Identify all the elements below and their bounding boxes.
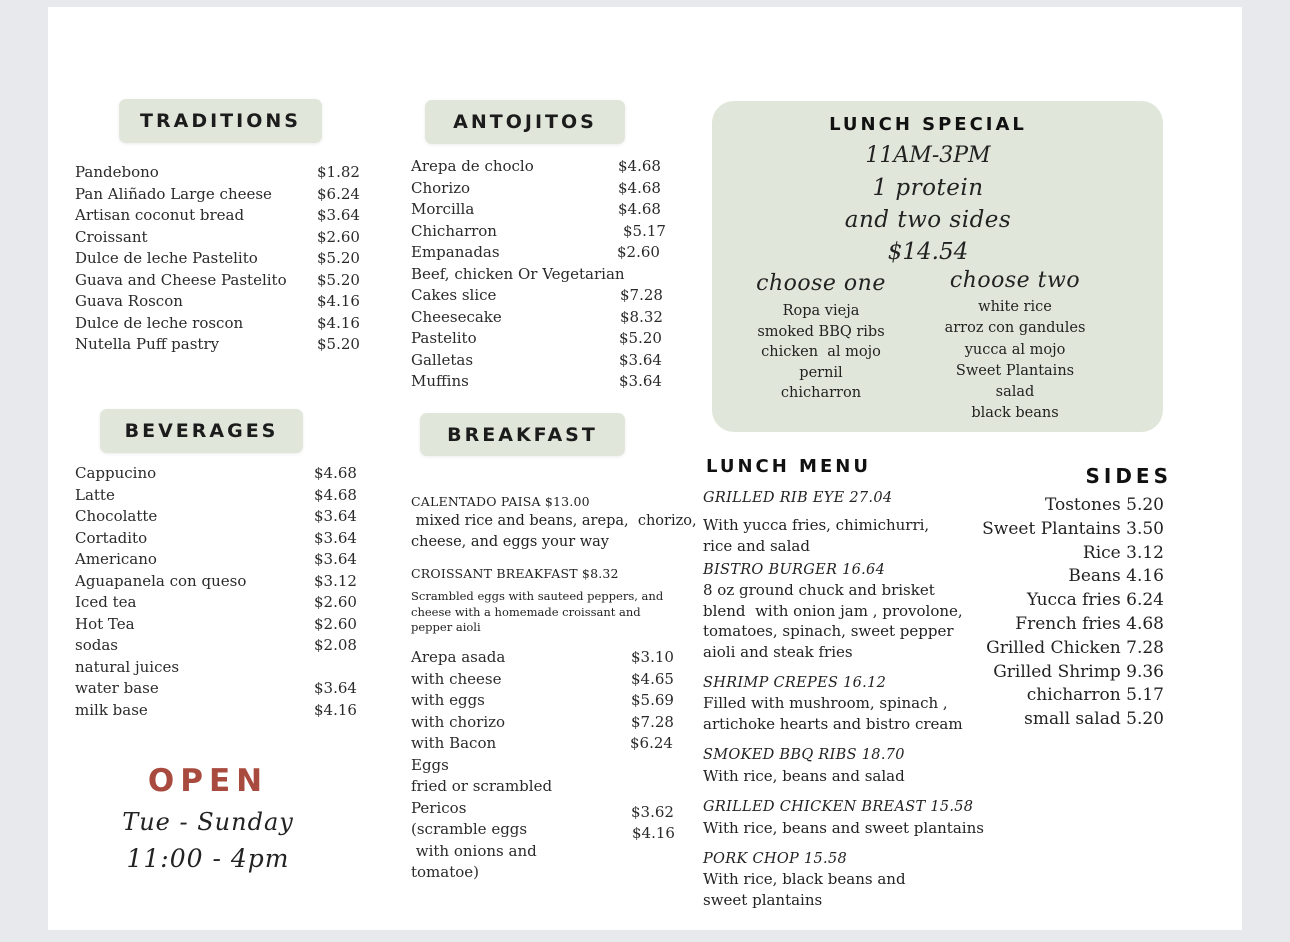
desc-line: 8 oz ground chuck and brisket — [703, 581, 935, 599]
desc-line: rice and salad — [703, 536, 810, 555]
list-item: Latte $4.68 — [75, 485, 357, 504]
desc-line: blend with onion jam , provolone, — [703, 601, 963, 620]
list-item: Guava and Cheese Pastelito $5.20 — [75, 270, 360, 289]
list-item: small salad 5.20 — [1024, 709, 1164, 730]
choose-one-list — [742, 301, 900, 404]
lunch-item-desc — [703, 515, 929, 556]
croissant-desc: Scrambled eggs with sauteed peppers, and cheese with a homemade croissant and pepper aioli — [411, 589, 664, 634]
list-item: Croissant $2.60 — [75, 227, 360, 246]
desc-line: tomatoes, spinach, sweet pepper — [703, 622, 954, 640]
list-item: Muffins $3.64 — [411, 372, 662, 390]
lunch-item-title: SHRIMP CREPES 16.12 — [703, 675, 887, 691]
list-item: Eggs — [411, 755, 449, 774]
lunch-item-desc — [703, 818, 984, 839]
lunch-special-line2: and two sides — [844, 207, 1012, 233]
beverages-list — [75, 463, 365, 721]
list-item: Cappucino $4.68 — [75, 464, 357, 482]
open-heading: OPEN — [147, 763, 269, 799]
calentado-title: CALENTADO PAISA $13.00 — [411, 494, 590, 509]
choose-two-title: choose two — [949, 268, 1081, 293]
list-item: chicken al mojo — [761, 344, 881, 361]
list-item: arroz con gandules — [944, 320, 1086, 337]
list-item: Pandebono $1.82 — [75, 163, 360, 181]
list-item: Dulce de leche roscon $4.16 — [75, 313, 360, 332]
desc-line: sweet plantains — [703, 890, 823, 909]
lunch-item-title: GRILLED CHICKEN BREAST 15.58 — [703, 799, 974, 815]
list-item: with chorizo $7.28 — [411, 712, 674, 731]
lunch-item-desc — [703, 869, 906, 910]
list-item: Cortadito $3.64 — [75, 528, 357, 547]
list-item: tomatoe) — [411, 863, 480, 881]
list-item: Cakes slice $7.28 — [411, 286, 663, 304]
list-item: chicharron — [780, 385, 862, 402]
list-item: smoked BBQ ribs — [757, 323, 885, 340]
lunch-special-title: LUNCH SPECIAL — [829, 114, 1027, 135]
list-item: black beans — [971, 405, 1059, 422]
list-item: salad — [995, 384, 1035, 401]
desc-line: With rice, black beans and — [703, 870, 906, 888]
list-item: yucca al mojo — [964, 341, 1066, 358]
list-item: with cheese $4.65 — [411, 669, 674, 688]
choose-two-list — [935, 297, 1095, 425]
beverages-heading: BEVERAGES — [100, 409, 303, 453]
list-item: Chocolatte $3.64 — [75, 507, 357, 525]
list-item: Pan Aliñado Large cheese $6.24 — [75, 184, 360, 203]
list-item: Empanadas $2.60 — [411, 243, 660, 261]
list-item: white rice — [978, 299, 1052, 315]
list-item: with onions and — [411, 841, 537, 860]
breakfast-heading: BREAKFAST — [420, 413, 625, 456]
list-item: Guava Roscon $4.16 — [75, 292, 360, 310]
desc-line: With rice, beans and salad — [703, 767, 905, 785]
traditions-list — [75, 162, 365, 356]
choose-one-title: choose one — [756, 271, 886, 296]
list-item: with Bacon $6.24 — [411, 734, 673, 752]
list-item: Beans 4.16 — [1068, 566, 1164, 587]
list-item: Sweet Plantains 3.50 — [982, 518, 1164, 539]
list-item: fried or scrambled — [411, 777, 553, 795]
list-item: sodas $2.08 — [75, 636, 357, 654]
list-item: (scramble eggs $4.16 — [411, 820, 675, 842]
list-item: Pericos $3.62 — [411, 798, 674, 821]
desc-line: artichoke hearts and bistro cream — [703, 714, 963, 733]
list-item: Arepa de choclo $4.68 — [411, 157, 661, 175]
croissant-title: CROISSANT BREAKFAST $8.32 — [411, 566, 619, 581]
list-item: Artisan coconut bread $3.64 — [75, 206, 360, 224]
list-item: chicharron 5.17 — [1026, 685, 1164, 706]
antojitos-list — [411, 156, 671, 393]
lunch-item-title: GRILLED RIB EYE 27.04 — [703, 490, 893, 506]
list-item: Tostones 5.20 — [1044, 495, 1164, 515]
lunch-item-title: SMOKED BBQ RIBS 18.70 — [703, 747, 905, 763]
sides-list — [960, 494, 1164, 732]
sides-title: SIDES — [1085, 464, 1172, 488]
list-item: French fries 4.68 — [1015, 613, 1164, 634]
list-item: water base $3.64 — [75, 679, 357, 697]
list-item: Nutella Puff pastry $5.20 — [75, 335, 360, 353]
list-item: Aguapanela con queso $3.12 — [75, 571, 357, 590]
list-item: Beef, chicken Or Vegetarian — [411, 264, 625, 283]
list-item: Morcilla $4.68 — [411, 200, 661, 218]
lunch-special-price: $14.54 — [887, 239, 969, 265]
list-item: Ropa vieja — [782, 303, 860, 319]
list-item: Dulce de leche Pastelito $5.20 — [75, 249, 360, 267]
breakfast-list — [411, 647, 681, 884]
list-item: Grilled Chicken 7.28 — [986, 637, 1164, 658]
list-item: milk base $4.16 — [75, 700, 357, 719]
lunch-item-title: PORK CHOP 15.58 — [703, 851, 848, 867]
desc-line: With yucca fries, chimichurri, — [703, 516, 930, 534]
lunch-menu-title: LUNCH MENU — [706, 456, 871, 477]
list-item: Galletas $3.64 — [411, 350, 662, 369]
open-time: 11:00 - 4pm — [126, 844, 290, 873]
list-item: Americano $3.64 — [75, 550, 357, 568]
lunch-special-hours: 11AM-3PM — [865, 143, 991, 168]
lunch-item-desc — [703, 693, 963, 734]
list-item: Cheesecake $8.32 — [411, 307, 663, 326]
lunch-item-desc — [703, 766, 905, 787]
list-item: pernil — [799, 364, 843, 381]
desc-line: Filled with mushroom, spinach , — [703, 694, 948, 712]
list-item: natural juices — [75, 657, 180, 676]
list-item: with eggs $5.69 — [411, 691, 674, 709]
list-item: Pastelito $5.20 — [411, 329, 662, 347]
list-item: Sweet Plantains — [955, 362, 1075, 379]
calentado-desc-1: mixed rice and beans, arepa, chorizo, — [411, 513, 697, 529]
calentado-desc-2: cheese, and eggs your way — [411, 534, 609, 550]
list-item: Arepa asada $3.10 — [411, 648, 674, 666]
desc-line: aioli and steak fries — [703, 642, 853, 661]
list-item: Yucca fries 6.24 — [1026, 590, 1164, 611]
list-item: Chicharron $5.17 — [411, 221, 666, 240]
lunch-item-desc — [703, 580, 963, 662]
list-item: Grilled Shrimp 9.36 — [993, 661, 1164, 682]
desc-line: With rice, beans and sweet plantains — [703, 819, 984, 837]
list-item: Rice 3.12 — [1082, 542, 1164, 563]
list-item: Chorizo $4.68 — [411, 178, 661, 197]
open-days: Tue - Sunday — [122, 808, 294, 836]
list-item: Iced tea $2.60 — [75, 593, 357, 611]
traditions-heading: TRADITIONS — [119, 99, 322, 143]
lunch-item-title: BISTRO BURGER 16.64 — [703, 562, 886, 578]
lunch-special-line1: 1 protein — [872, 175, 984, 201]
list-item: Hot Tea $2.60 — [75, 614, 357, 633]
antojitos-heading: ANTOJITOS — [425, 100, 625, 144]
